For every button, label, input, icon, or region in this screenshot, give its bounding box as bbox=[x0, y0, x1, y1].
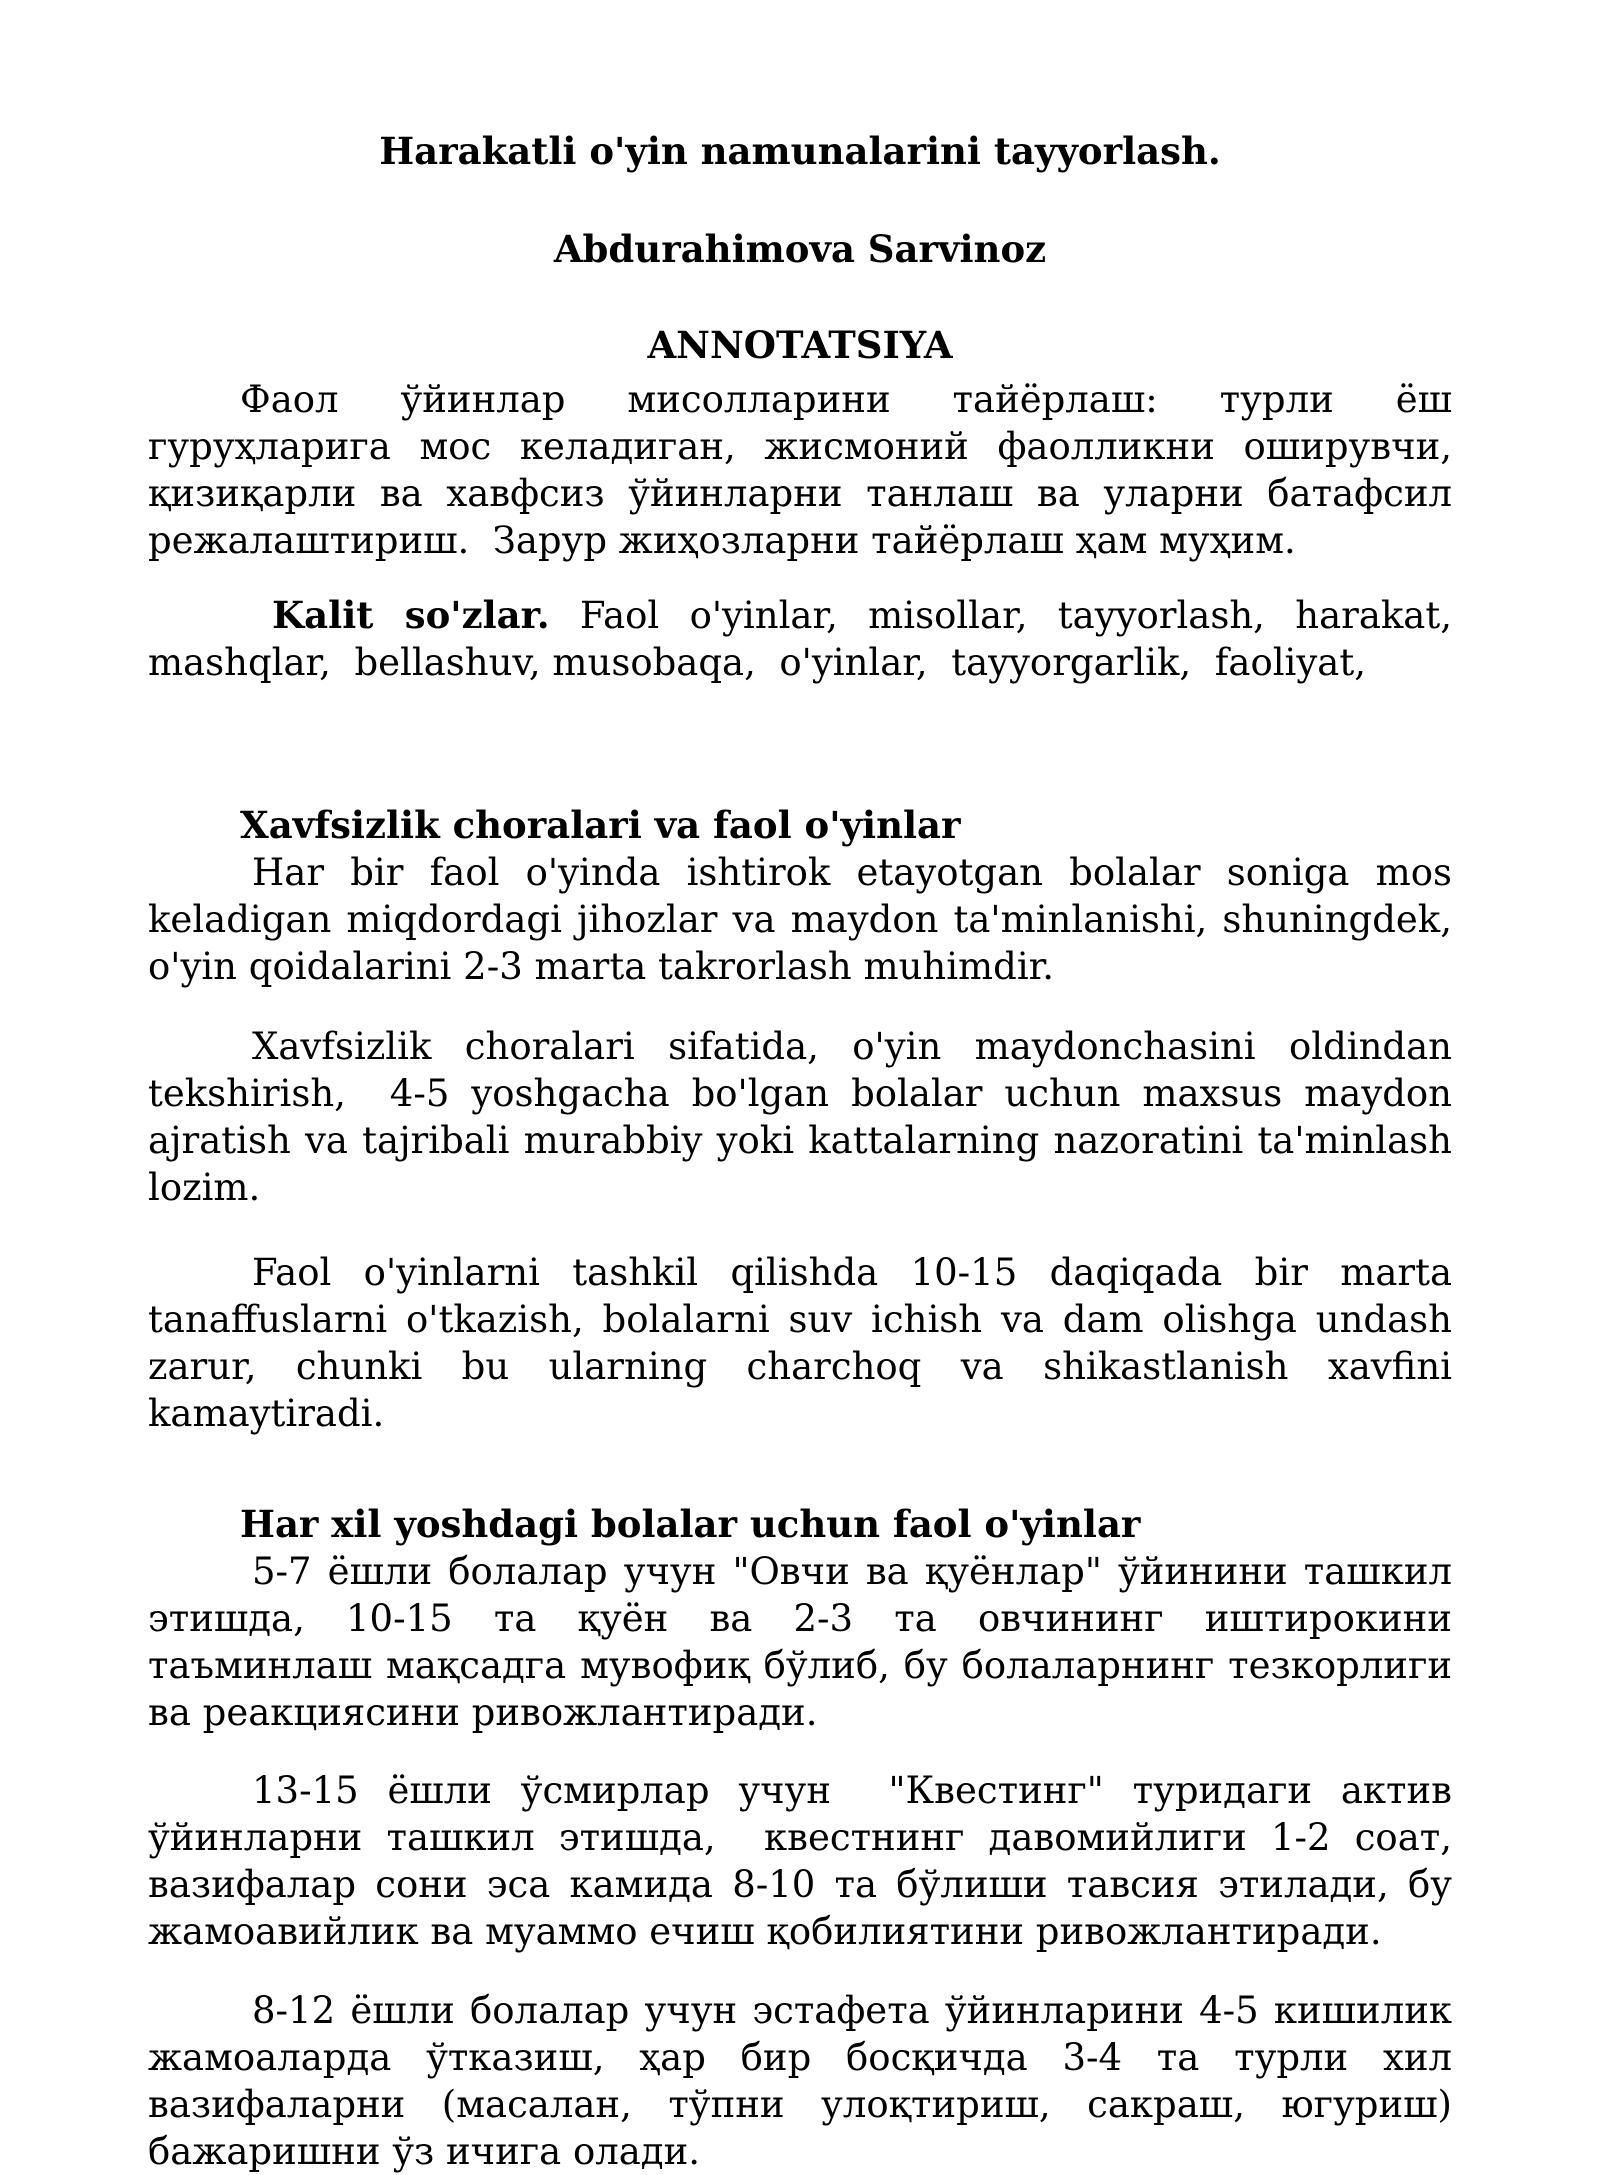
annotation-heading: ANNOTATSIYA bbox=[647, 323, 953, 367]
author-name: Abdurahimova Sarvinoz bbox=[553, 227, 1047, 271]
paragraph-safety-1: Har bir faol o'yinda ishtirok etayotgan bolalar soniga mos keladigan miqdordagi jihozlar va maydon ta'minlanishi, shuningdek, o'yin qoidalarini 2-3 marta takrorlash muhimdir. bbox=[148, 851, 1464, 988]
keywords-text: Faol o'yinlar, misollar, tayyorlash, harakat, mashqlar, bellashuv, musobaqa, o'yinlar, tayyorgarlik, faoliyat, bbox=[148, 594, 1476, 684]
annotation-paragraph: Фаол ўйинлар мисолларини тайёрлаш: турли ёш гуруҳларига мос келадиган, жисмоний фаолликни оширувчи, қизиқарли ва хавфсиз ўйинларни танлаш ва уларни батафсил режалаштириш. Зарур жиҳозларни тайёрлаш ҳам муҳим. bbox=[148, 378, 1464, 562]
document-title: Harakatli o'yin namunalarini tayyorlash. bbox=[379, 129, 1221, 173]
paragraph-ages-3: 8-12 ёшли болалар учун эстафета ўйинларини 4-5 кишилик жамоаларда ўтказиш, ҳар бир босқичда 3-4 та турли хил вазифаларни (масалан, тўпни улоқтириш, сакраш, югуриш) бажаришни ўз ичига олади. bbox=[148, 1989, 1476, 2173]
keywords-paragraph bbox=[148, 592, 1476, 686]
paragraph-safety-2: Xavfsizlik choralari sifatida, o'yin maydonchasini oldindan tekshirish, 4-5 yoshgacha bo'lgan bolalar uchun maxsus maydon ajratish va tajribali murabbiy yoki kattalarning nazoratini ta'minlash lozim. bbox=[148, 1025, 1464, 1209]
paragraph-ages-2: 13-15 ёшли ўсмирлар учун "Квестинг" туридаги актив ўйинларни ташкил этишда, квестнинг давомийлиги 1-2 соат, вазифалар сони эса камида 8-10 та бўлиши тавсия этилади, бу жамоавийлик ва муаммо ечиш қобилиятини ривожлантиради. bbox=[148, 1769, 1476, 1953]
keywords-label: Kalit so'zlar. bbox=[272, 593, 550, 637]
section-heading-ages: Har xil yoshdagi bolalar uchun faol o'yinlar bbox=[240, 1502, 1141, 1546]
paragraph-ages-1: 5-7 ёшли болалар учун "Овчи ва қуёнлар" ўйинини ташкил этишда, 10-15 та қуён ва 2-3 та овчининг иштирокини таъминлаш мақсадга мувофиқ бўлиб, бу болаларнинг тезкорлиги ва реакциясини ривожлантиради. bbox=[148, 1550, 1464, 1734]
section-heading-safety: Xavfsizlik choralari va faol o'yinlar bbox=[240, 803, 961, 847]
paragraph-safety-3: Faol o'yinlarni tashkil qilishda 10-15 daqiqada bir marta tanaffuslarni o'tkazish, bolalarni suv ichish va dam olishga undash zarur, chunki bu ularning charchoq va shikastlanish xavfini kamaytiradi. bbox=[148, 1251, 1464, 1435]
